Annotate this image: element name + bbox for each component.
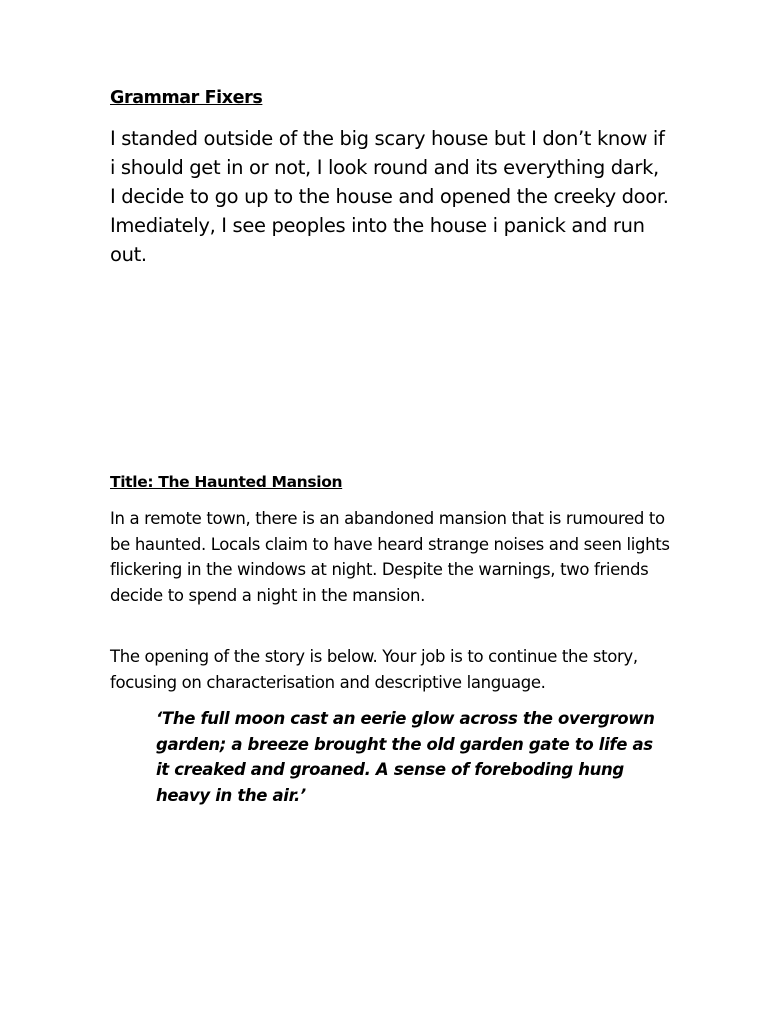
task-instructions-paragraph: The opening of the story is below. Your job is to continue the story, focusing on characterisation and descriptive language. [110,647,638,692]
grammar-fixers-heading: Grammar Fixers [110,88,263,108]
story-title-heading: Title: The Haunted Mansion [110,473,343,491]
grammar-fixers-paragraph: I standed outside of the big scary house but I don’t know if i should get in or not, I look round and its everything dark, I decide to go up to the house and opened the creeky door. Imediately, I see peoples into the house i panick and run out. [110,127,669,266]
story-opening-quote: ‘The full moon cast an eerie glow across the overgrown garden; a breeze brought the old garden gate to life as it creaked and groaned. A sense of foreboding hung heavy in the air.’ [156,709,655,805]
story-intro-paragraph: In a remote town, there is an abandoned mansion that is rumoured to be haunted. Locals claim to have heard strange noises and seen lights flickering in the windows at night. Despite the warnings, two friends decide to spend a night in the mansion. [110,509,670,605]
